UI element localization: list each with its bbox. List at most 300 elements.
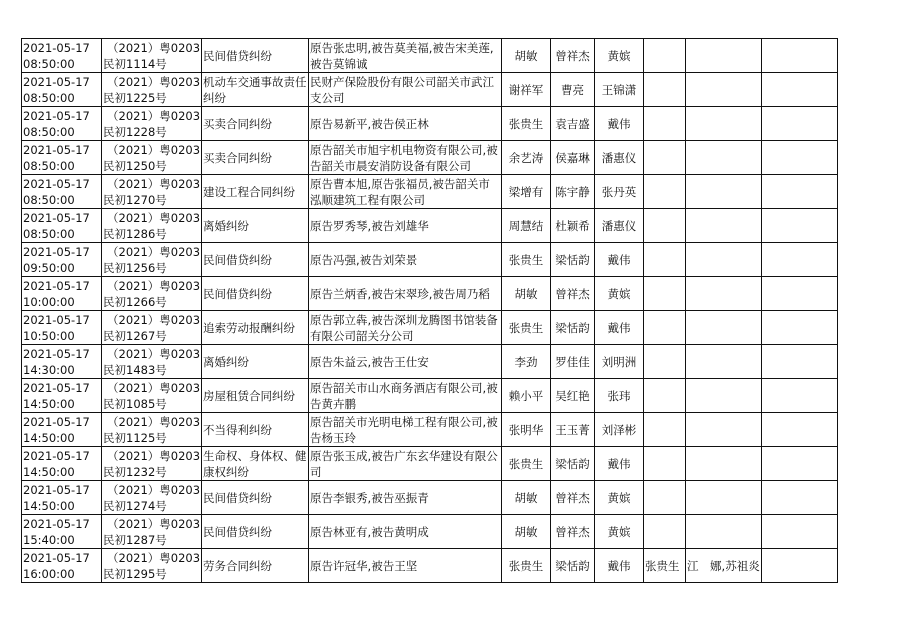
judge: 梁增有 bbox=[508, 184, 544, 199]
judge: 张明华 bbox=[508, 422, 544, 437]
table-row bbox=[22, 379, 838, 413]
clerk-cell bbox=[551, 39, 595, 73]
parties-cell bbox=[309, 141, 502, 175]
hearing-date: 2021-05-17 bbox=[23, 74, 90, 89]
parties: 原告韶关市旭宇机电物资有限公司,被告韶关市晨安消防设备有限公司 bbox=[310, 142, 498, 173]
assistant-cell bbox=[595, 447, 644, 481]
parties-cell bbox=[309, 549, 502, 583]
parties: 原告兰炳香,被告宋翠珍,被告周乃稻 bbox=[310, 286, 490, 301]
clerk: 梁恬韵 bbox=[555, 456, 590, 471]
case-year: （2021）粤0203 bbox=[107, 346, 201, 361]
case-num: 民初1274号 bbox=[103, 498, 167, 513]
assistant-cell bbox=[595, 481, 644, 515]
case-year: （2021）粤0203 bbox=[107, 380, 201, 395]
extra1-cell bbox=[644, 345, 686, 379]
extra2-cell bbox=[686, 107, 762, 141]
hearing-time: 16:00:00 bbox=[23, 566, 75, 581]
datetime-cell bbox=[22, 141, 102, 175]
case-number-cell bbox=[102, 515, 202, 549]
extra2-cell bbox=[686, 413, 762, 447]
hearing-date: 2021-05-17 bbox=[23, 210, 90, 225]
extra3-cell bbox=[761, 345, 837, 379]
extra1-cell bbox=[644, 481, 686, 515]
parties-cell bbox=[309, 379, 502, 413]
extra3-cell bbox=[761, 447, 837, 481]
case-number-cell bbox=[102, 141, 202, 175]
case-number-cell bbox=[102, 175, 202, 209]
parties-cell bbox=[309, 209, 502, 243]
clerk-cell bbox=[551, 549, 595, 583]
extra2-cell bbox=[686, 277, 762, 311]
case-num: 民初1286号 bbox=[103, 226, 167, 241]
table-row bbox=[22, 209, 838, 243]
extra2-cell bbox=[686, 175, 762, 209]
case-number-cell bbox=[102, 413, 202, 447]
parties-cell bbox=[309, 39, 502, 73]
case-number-cell bbox=[102, 379, 202, 413]
clerk-cell bbox=[551, 73, 595, 107]
case-type: 民间借贷纠纷 bbox=[203, 490, 273, 505]
case-type-cell bbox=[202, 175, 309, 209]
extra3-cell bbox=[761, 73, 837, 107]
clerk-cell bbox=[551, 515, 595, 549]
clerk-cell bbox=[551, 379, 595, 413]
clerk: 曾祥杰 bbox=[555, 48, 590, 63]
table-row bbox=[22, 413, 838, 447]
hearing-date: 2021-05-17 bbox=[23, 550, 90, 565]
judge-cell bbox=[502, 277, 551, 311]
hearing-date: 2021-05-17 bbox=[23, 346, 90, 361]
parties: 原告张忠明,被告莫美福,被告宋美莲,被告莫锦诚 bbox=[310, 40, 494, 71]
judge: 周慧结 bbox=[508, 218, 544, 233]
hearing-date: 2021-05-17 bbox=[23, 312, 90, 327]
extra2-cell bbox=[686, 243, 762, 277]
clerk: 曾祥杰 bbox=[555, 490, 590, 505]
assistant: 张丹英 bbox=[601, 184, 637, 199]
assistant-cell bbox=[595, 379, 644, 413]
extra3-cell bbox=[761, 413, 837, 447]
hearing-date: 2021-05-17 bbox=[23, 380, 90, 395]
extra3-cell bbox=[761, 277, 837, 311]
clerk: 曹亮 bbox=[561, 82, 585, 97]
extra3-cell bbox=[761, 549, 837, 583]
judge: 张贵生 bbox=[508, 116, 544, 131]
case-number-cell bbox=[102, 39, 202, 73]
clerk-cell bbox=[551, 175, 595, 209]
clerk-cell bbox=[551, 141, 595, 175]
assistant: 张玮 bbox=[607, 388, 631, 403]
table-row bbox=[22, 175, 838, 209]
datetime-cell bbox=[22, 277, 102, 311]
table-row bbox=[22, 277, 838, 311]
extra1-cell bbox=[644, 39, 686, 73]
case-year: （2021）粤0203 bbox=[107, 40, 201, 55]
clerk: 侯嘉琳 bbox=[555, 150, 590, 165]
parties: 原告韶关市光明电梯工程有限公司,被告杨玉玲 bbox=[310, 414, 498, 445]
datetime-cell bbox=[22, 175, 102, 209]
clerk-cell bbox=[551, 311, 595, 345]
case-type: 不当得利纠纷 bbox=[203, 422, 273, 437]
case-number-cell bbox=[102, 107, 202, 141]
case-type-cell bbox=[202, 379, 309, 413]
table-row bbox=[22, 141, 838, 175]
extra1-cell bbox=[644, 549, 686, 583]
datetime-cell bbox=[22, 379, 102, 413]
clerk-cell bbox=[551, 447, 595, 481]
table-row bbox=[22, 481, 838, 515]
case-type: 离婚纠纷 bbox=[203, 354, 250, 369]
hearing-time: 08:50:00 bbox=[23, 226, 75, 241]
hearing-date: 2021-05-17 bbox=[23, 142, 90, 157]
parties: 原告朱益云,被告王仕安 bbox=[310, 354, 429, 369]
case-type: 民间借贷纠纷 bbox=[203, 252, 273, 267]
parties: 原告易新平,被告侯正林 bbox=[310, 116, 429, 131]
parties: 民财产保险股份有限公司韶关市武江支公司 bbox=[310, 74, 495, 105]
case-year: （2021）粤0203 bbox=[107, 244, 201, 259]
case-type: 民间借贷纠纷 bbox=[203, 48, 273, 63]
case-number-cell bbox=[102, 549, 202, 583]
extra1-cell bbox=[644, 175, 686, 209]
case-type-cell bbox=[202, 209, 309, 243]
clerk: 陈宇静 bbox=[555, 184, 590, 199]
extra2-cell bbox=[686, 379, 762, 413]
judge-cell bbox=[502, 141, 551, 175]
hearing-time: 09:50:00 bbox=[23, 260, 75, 275]
extra1: 张贵生 bbox=[645, 558, 680, 573]
extra3-cell bbox=[761, 243, 837, 277]
parties-cell bbox=[309, 515, 502, 549]
hearing-time: 14:50:00 bbox=[23, 396, 75, 411]
clerk: 王玉菁 bbox=[555, 422, 590, 437]
datetime-cell bbox=[22, 481, 102, 515]
hearing-date: 2021-05-17 bbox=[23, 516, 90, 531]
case-type: 生命权、身体权、健康权纠纷 bbox=[203, 448, 307, 479]
assistant: 黄嫔 bbox=[607, 48, 631, 63]
judge: 张贵生 bbox=[508, 558, 544, 573]
table-row bbox=[22, 549, 838, 583]
parties: 原告曹本旭,原告张福员,被告韶关市泓顺建筑工程有限公司 bbox=[310, 176, 490, 207]
judge-cell bbox=[502, 73, 551, 107]
case-num: 民初1114号 bbox=[103, 56, 167, 71]
hearing-time: 08:50:00 bbox=[23, 158, 75, 173]
extra2-cell bbox=[686, 39, 762, 73]
datetime-cell bbox=[22, 107, 102, 141]
clerk-cell bbox=[551, 107, 595, 141]
assistant-cell bbox=[595, 73, 644, 107]
hearing-date: 2021-05-17 bbox=[23, 414, 90, 429]
parties: 原告罗秀琴,被告刘雄华 bbox=[310, 218, 429, 233]
case-num: 民初1250号 bbox=[103, 158, 167, 173]
table-row bbox=[22, 243, 838, 277]
case-type: 离婚纠纷 bbox=[203, 218, 250, 233]
hearing-date: 2021-05-17 bbox=[23, 482, 90, 497]
extra1-cell bbox=[644, 447, 686, 481]
extra3-cell bbox=[761, 515, 837, 549]
case-num: 民初1287号 bbox=[103, 532, 167, 547]
parties: 原告张玉成,被告广东玄华建设有限公司 bbox=[310, 448, 498, 479]
extra2-cell bbox=[686, 481, 762, 515]
parties-cell bbox=[309, 73, 502, 107]
judge: 胡敏 bbox=[514, 524, 538, 539]
parties-cell bbox=[309, 447, 502, 481]
judge-cell bbox=[502, 481, 551, 515]
case-type-cell bbox=[202, 481, 309, 515]
assistant-cell bbox=[595, 345, 644, 379]
hearing-time: 15:40:00 bbox=[23, 532, 75, 547]
judge-cell bbox=[502, 515, 551, 549]
case-number-cell bbox=[102, 345, 202, 379]
assistant-cell bbox=[595, 549, 644, 583]
judge-cell bbox=[502, 175, 551, 209]
clerk-cell bbox=[551, 243, 595, 277]
case-num: 民初1232号 bbox=[103, 464, 167, 479]
hearing-date: 2021-05-17 bbox=[23, 40, 90, 55]
case-num: 民初1483号 bbox=[103, 362, 167, 377]
datetime-cell bbox=[22, 209, 102, 243]
extra1-cell bbox=[644, 141, 686, 175]
datetime-cell bbox=[22, 549, 102, 583]
assistant-cell bbox=[595, 515, 644, 549]
case-number-cell bbox=[102, 277, 202, 311]
assistant: 戴伟 bbox=[607, 320, 631, 335]
case-type: 买卖合同纠纷 bbox=[203, 116, 273, 131]
hearing-time: 14:50:00 bbox=[23, 464, 75, 479]
hearing-date: 2021-05-17 bbox=[23, 176, 90, 191]
case-year: （2021）粤0203 bbox=[107, 550, 201, 565]
table-row bbox=[22, 39, 838, 73]
assistant: 潘惠仪 bbox=[601, 150, 637, 165]
parties: 原告郭立犇,被告深圳龙腾图书馆装备有限公司韶关分公司 bbox=[310, 312, 498, 343]
parties: 原告李银秀,被告巫振青 bbox=[310, 490, 429, 505]
judge: 张贵生 bbox=[508, 456, 544, 471]
extra3-cell bbox=[761, 107, 837, 141]
hearing-time: 08:50:00 bbox=[23, 124, 75, 139]
case-num: 民初1256号 bbox=[103, 260, 167, 275]
clerk-cell bbox=[551, 413, 595, 447]
case-num: 民初1270号 bbox=[103, 192, 167, 207]
case-year: （2021）粤0203 bbox=[107, 414, 201, 429]
hearing-time: 08:50:00 bbox=[23, 192, 75, 207]
judge: 谢祥军 bbox=[508, 82, 544, 97]
case-year: （2021）粤0203 bbox=[107, 210, 201, 225]
assistant: 黄嫔 bbox=[607, 490, 631, 505]
extra1-cell bbox=[644, 413, 686, 447]
case-year: （2021）粤0203 bbox=[107, 74, 201, 89]
judge: 赖小平 bbox=[508, 388, 544, 403]
parties-cell bbox=[309, 413, 502, 447]
extra2-cell bbox=[686, 549, 762, 583]
extra1-cell bbox=[644, 209, 686, 243]
assistant: 戴伟 bbox=[607, 456, 631, 471]
judge: 胡敏 bbox=[514, 286, 538, 301]
parties-cell bbox=[309, 243, 502, 277]
case-type: 追索劳动报酬纠纷 bbox=[203, 320, 296, 335]
extra1-cell bbox=[644, 107, 686, 141]
case-type-cell bbox=[202, 345, 309, 379]
hearing-date: 2021-05-17 bbox=[23, 108, 90, 123]
extra3-cell bbox=[761, 379, 837, 413]
assistant-cell bbox=[595, 175, 644, 209]
case-type-cell bbox=[202, 107, 309, 141]
case-number-cell bbox=[102, 311, 202, 345]
judge: 张贵生 bbox=[508, 320, 544, 335]
parties-cell bbox=[309, 277, 502, 311]
hearing-time: 08:50:00 bbox=[23, 90, 75, 105]
case-year: （2021）粤0203 bbox=[107, 176, 201, 191]
judge: 胡敏 bbox=[514, 48, 538, 63]
datetime-cell bbox=[22, 515, 102, 549]
judge-cell bbox=[502, 311, 551, 345]
judge-cell bbox=[502, 107, 551, 141]
case-year: （2021）粤0203 bbox=[107, 448, 201, 463]
case-type-cell bbox=[202, 73, 309, 107]
hearing-date: 2021-05-17 bbox=[23, 244, 90, 259]
clerk: 梁恬韵 bbox=[555, 320, 590, 335]
extra2-cell bbox=[686, 73, 762, 107]
case-year: （2021）粤0203 bbox=[107, 278, 201, 293]
extra2-cell bbox=[686, 311, 762, 345]
case-num: 民初1266号 bbox=[103, 294, 167, 309]
datetime-cell bbox=[22, 413, 102, 447]
assistant: 刘明洲 bbox=[601, 354, 637, 369]
table-body bbox=[22, 39, 838, 583]
case-type-cell bbox=[202, 277, 309, 311]
judge-cell bbox=[502, 413, 551, 447]
extra1-cell bbox=[644, 311, 686, 345]
case-year: （2021）粤0203 bbox=[107, 482, 201, 497]
case-num: 民初1225号 bbox=[103, 90, 167, 105]
extra1-cell bbox=[644, 277, 686, 311]
parties-cell bbox=[309, 107, 502, 141]
parties: 原告韶关市山水商务酒店有限公司,被告黄卉鹏 bbox=[310, 380, 498, 411]
assistant: 戴伟 bbox=[607, 116, 631, 131]
extra3-cell bbox=[761, 39, 837, 73]
assistant-cell bbox=[595, 209, 644, 243]
case-number-cell bbox=[102, 209, 202, 243]
hearing-time: 10:50:00 bbox=[23, 328, 75, 343]
case-number-cell bbox=[102, 447, 202, 481]
clerk: 梁恬韵 bbox=[555, 558, 590, 573]
judge-cell bbox=[502, 379, 551, 413]
hearing-date: 2021-05-17 bbox=[23, 278, 90, 293]
assistant-cell bbox=[595, 141, 644, 175]
clerk: 曾祥杰 bbox=[555, 286, 590, 301]
case-num: 民初1295号 bbox=[103, 566, 167, 581]
judge-cell bbox=[502, 345, 551, 379]
case-type-cell bbox=[202, 243, 309, 277]
extra3-cell bbox=[761, 175, 837, 209]
hearing-time: 08:50:00 bbox=[23, 56, 75, 71]
assistant-cell bbox=[595, 107, 644, 141]
parties: 原告许冠华,被告王坚 bbox=[310, 558, 418, 573]
extra2-cell bbox=[686, 141, 762, 175]
clerk: 袁吉盛 bbox=[555, 116, 590, 131]
clerk-cell bbox=[551, 209, 595, 243]
datetime-cell bbox=[22, 39, 102, 73]
hearing-date: 2021-05-17 bbox=[23, 448, 90, 463]
case-type-cell bbox=[202, 311, 309, 345]
assistant-cell bbox=[595, 243, 644, 277]
case-num: 民初1125号 bbox=[103, 430, 167, 445]
judge: 张贵生 bbox=[508, 252, 544, 267]
clerk: 梁恬韵 bbox=[555, 252, 590, 267]
assistant-cell bbox=[595, 277, 644, 311]
assistant: 潘惠仪 bbox=[601, 218, 637, 233]
case-type: 买卖合同纠纷 bbox=[203, 150, 273, 165]
parties-cell bbox=[309, 311, 502, 345]
parties: 原告林亚有,被告黄明成 bbox=[310, 524, 429, 539]
case-number-cell bbox=[102, 73, 202, 107]
case-num: 民初1228号 bbox=[103, 124, 167, 139]
case-type-cell bbox=[202, 141, 309, 175]
table-row bbox=[22, 73, 838, 107]
judge-cell bbox=[502, 447, 551, 481]
table-row bbox=[22, 515, 838, 549]
table-row bbox=[22, 107, 838, 141]
judge-cell bbox=[502, 39, 551, 73]
extra2-cell bbox=[686, 345, 762, 379]
case-type-cell bbox=[202, 549, 309, 583]
judge-cell bbox=[502, 243, 551, 277]
assistant: 戴伟 bbox=[607, 252, 631, 267]
clerk-cell bbox=[551, 345, 595, 379]
extra3-cell bbox=[761, 209, 837, 243]
table-row bbox=[22, 311, 838, 345]
extra1-cell bbox=[644, 379, 686, 413]
case-type-cell bbox=[202, 39, 309, 73]
extra3-cell bbox=[761, 311, 837, 345]
extra1-cell bbox=[644, 243, 686, 277]
datetime-cell bbox=[22, 311, 102, 345]
clerk: 曾祥杰 bbox=[555, 524, 590, 539]
parties-cell bbox=[309, 481, 502, 515]
extra2-cell bbox=[686, 447, 762, 481]
assistant-cell bbox=[595, 413, 644, 447]
case-type: 民间借贷纠纷 bbox=[203, 524, 273, 539]
case-year: （2021）粤0203 bbox=[107, 516, 201, 531]
case-type: 民间借贷纠纷 bbox=[203, 286, 273, 301]
extra1-cell bbox=[644, 515, 686, 549]
extra2: 江 娜,苏祖炎 bbox=[687, 558, 760, 573]
case-year: （2021）粤0203 bbox=[107, 108, 201, 123]
hearing-time: 10:00:00 bbox=[23, 294, 75, 309]
parties-cell bbox=[309, 345, 502, 379]
table-row bbox=[22, 447, 838, 481]
datetime-cell bbox=[22, 447, 102, 481]
extra2-cell bbox=[686, 209, 762, 243]
hearing-time: 14:30:00 bbox=[23, 362, 75, 377]
case-num: 民初1085号 bbox=[103, 396, 167, 411]
case-number-cell bbox=[102, 243, 202, 277]
case-type: 劳务合同纠纷 bbox=[203, 558, 273, 573]
assistant-cell bbox=[595, 39, 644, 73]
assistant-cell bbox=[595, 311, 644, 345]
extra2-cell bbox=[686, 515, 762, 549]
judge: 余艺涛 bbox=[508, 150, 544, 165]
case-type-cell bbox=[202, 447, 309, 481]
clerk: 吴红艳 bbox=[555, 388, 590, 403]
datetime-cell bbox=[22, 243, 102, 277]
hearing-time: 14:50:00 bbox=[23, 430, 75, 445]
parties: 原告冯强,被告刘荣景 bbox=[310, 252, 418, 267]
case-type: 机动车交通事故责任纠纷 bbox=[203, 74, 307, 105]
assistant: 黄嫔 bbox=[607, 286, 631, 301]
case-type-cell bbox=[202, 413, 309, 447]
datetime-cell bbox=[22, 73, 102, 107]
case-year: （2021）粤0203 bbox=[107, 312, 201, 327]
case-type-cell bbox=[202, 515, 309, 549]
assistant: 黄嫔 bbox=[607, 524, 631, 539]
